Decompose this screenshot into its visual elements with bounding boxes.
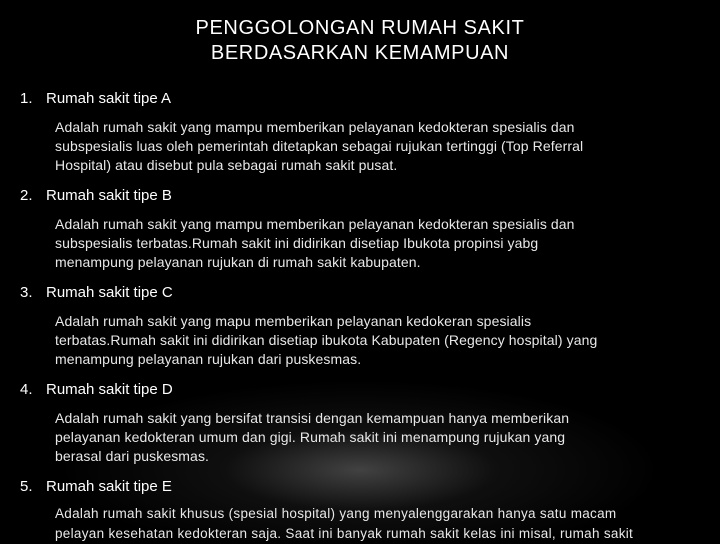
title-line-2: BERDASARKAN KEMAMPUAN: [210, 42, 510, 64]
title-line-1: PENGGOLONGAN RUMAH SAKIT: [195, 17, 525, 39]
description-line: Adalah rumah sakit yang mampu memberikan pelayanan kedokteran spesialis dan: [55, 119, 575, 135]
list-item-heading-text: Rumah sakit tipe A: [46, 90, 172, 107]
list-item-type-d: [20, 380, 710, 466]
description-line: menampung pelayanan rujukan dari puskesmas.: [55, 351, 362, 367]
list-item-type-a: [20, 89, 710, 175]
list-item-number: 1.: [20, 90, 33, 107]
list-item-heading: [20, 380, 710, 400]
list-item-heading-text: Rumah sakit tipe D: [46, 381, 173, 398]
description-line: Hospital) atau disebut pula sebagai rumah sakit pusat.: [55, 157, 398, 173]
list-item-type-b: [20, 186, 710, 272]
description-line: subspesialis luas oleh pemerintah ditetapkan sebagai rujukan tertinggi (Top Referral: [55, 138, 584, 154]
list-item-description: [55, 215, 710, 272]
list-item-description: [55, 504, 710, 544]
description-line: Adalah rumah sakit yang mapu memberikan pelayanan kedokeran spesialis: [55, 313, 532, 329]
hospital-type-list: [20, 89, 710, 544]
description-line: terbatas.Rumah sakit ini didirikan disetiap ibukota Kabupaten (Regency hospital) yang: [55, 332, 598, 348]
list-item-heading-text: Rumah sakit tipe C: [46, 284, 173, 301]
list-item-heading: [20, 186, 710, 206]
list-item-heading-text: Rumah sakit tipe B: [46, 187, 172, 204]
list-item-number: 3.: [20, 284, 33, 301]
list-item-heading: [20, 283, 710, 303]
list-item-description: [55, 118, 710, 175]
list-item-number: 4.: [20, 381, 33, 398]
list-item-type-c: [20, 283, 710, 369]
slide-title: [0, 16, 720, 66]
description-line: Adalah rumah sakit khusus (spesial hospital) yang menyalenggarakan hanya satu macam: [55, 506, 617, 521]
list-item-description: [55, 312, 710, 369]
description-line: Adalah rumah sakit yang bersifat transisi dengan kemampuan hanya memberikan: [55, 410, 570, 426]
description-line: Adalah rumah sakit yang mampu memberikan pelayanan kedokteran spesialis dan: [55, 216, 575, 232]
description-line: berasal dari puskesmas.: [55, 448, 210, 464]
list-item-number: 2.: [20, 187, 33, 204]
description-line: pelayan kesehatan kedokteran saja. Saat ini banyak rumah sakit kelas ini misal, rumah sakit: [55, 526, 634, 541]
list-item-heading-text: Rumah sakit tipe E: [46, 478, 172, 495]
list-item-heading: [20, 477, 710, 497]
list-item-type-e: [20, 477, 710, 544]
list-item-description: [55, 409, 710, 466]
description-line: subspesialis terbatas.Rumah sakit ini didirikan disetiap Ibukota propinsi yabg: [55, 235, 539, 251]
list-item-number: 5.: [20, 478, 33, 495]
list-item-heading: [20, 89, 710, 109]
description-line: menampung pelayanan rujukan di rumah sakit kabupaten.: [55, 254, 421, 270]
description-line: pelayanan kedokteran umum dan gigi. Rumah sakit ini menampung rujukan yang: [55, 429, 566, 445]
